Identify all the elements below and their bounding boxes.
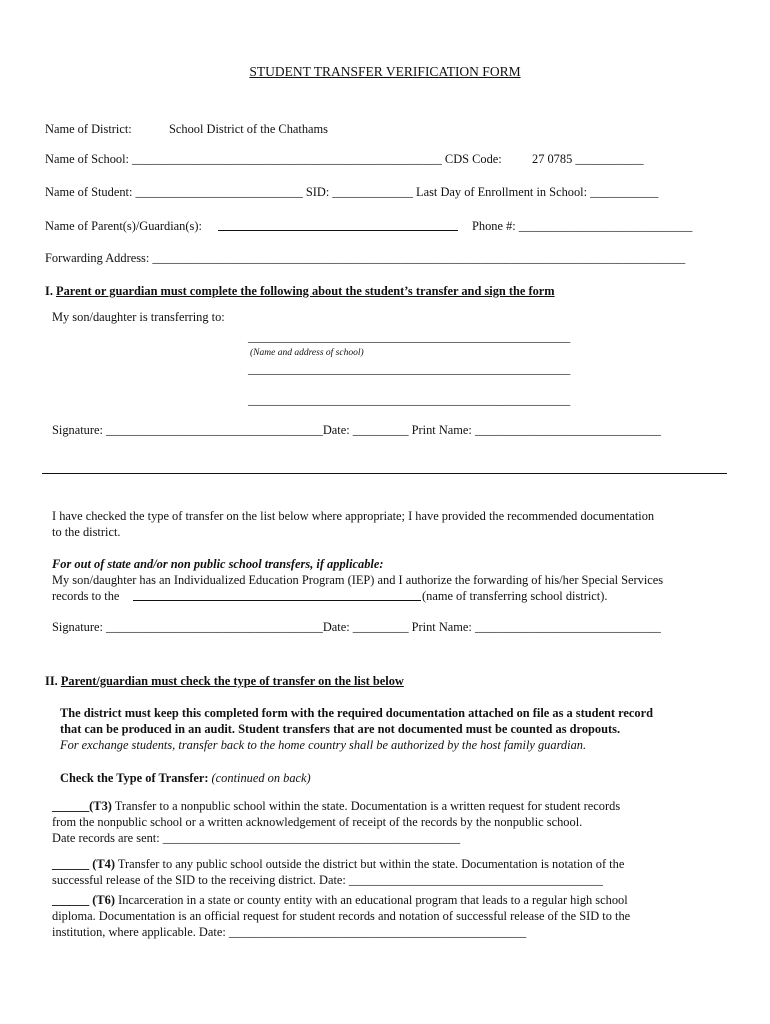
t4-text-1: Transfer to any public school outside the district but within the state. Documentation is notation of the — [115, 857, 625, 871]
section-1-heading-text: Parent or guardian must complete the following about the student’s transfer and sign the form — [56, 284, 555, 298]
t6-text-1: Incarceration in a state or county entity with an educational program that leads to a regular high school — [115, 893, 628, 907]
student-field-line[interactable]: Name of Student: ___________________________ SID: _____________ Last Day of Enrollment in School: ___________ — [45, 185, 659, 199]
parent-label: Name of Parent(s)/Guardian(s): — [45, 219, 202, 233]
t3-text-2: from the nonpublic school or a written acknowledgement of receipt of the records by the nonpublic school. — [52, 815, 583, 829]
parent-field-line[interactable] — [218, 230, 458, 231]
t3-code: (T3) — [89, 799, 112, 813]
district-name-line[interactable] — [133, 600, 421, 601]
section-1-number: I. — [45, 284, 57, 298]
t4-date-line[interactable]: successful release of the SID to the receiving district. Date: _________________________________________ — [52, 873, 603, 887]
school-caption: (Name and address of school) — [250, 348, 364, 358]
t3-text-1: Transfer to a nonpublic school within the state. Documentation is a written request for student records — [111, 799, 621, 813]
new-school-line-3[interactable]: ____________________________________________________ — [248, 393, 571, 407]
section-1-heading — [45, 284, 555, 299]
transferring-to-label: My son/daughter is transferring to: — [52, 310, 225, 324]
t6-date-line[interactable]: institution, where applicable. Date: ________________________________________________ — [52, 925, 527, 939]
school-field[interactable]: Name of School: __________________________________________________ CDS Code: — [45, 152, 502, 166]
t3-checkbox-blank[interactable]: ______ — [52, 799, 90, 813]
section-2-heading-text: Parent/guardian must check the type of transfer on the list below — [60, 674, 404, 688]
checked-statement-1: I have checked the type of transfer on the list below where appropriate; I have provided the recommended documentation — [52, 509, 655, 523]
signature-line-1[interactable]: Signature: ___________________________________Date: _________ Print Name: ______________________________ — [52, 423, 661, 437]
t6-text-2: diploma. Documentation is an official request for student records and notation of successful release of the SID to the — [52, 909, 631, 923]
new-school-line-2[interactable]: ____________________________________________________ — [248, 362, 571, 376]
checked-statement-2: to the district. — [52, 525, 121, 539]
check-type-label: Check the Type of Transfer: — [60, 771, 212, 785]
t4-checkbox-blank[interactable]: ______ — [52, 857, 93, 871]
signature-line-2[interactable]: Signature: ___________________________________Date: _________ Print Name: ______________________________ — [52, 620, 661, 634]
section-divider — [42, 473, 727, 474]
iep-statement-1: My son/daughter has an Individualized Education Program (IEP) and I authorize the forwarding of his/her Special Services — [52, 573, 664, 587]
iep-records-suffix: (name of transferring school district). — [422, 589, 608, 603]
district-label: Name of District: — [45, 122, 132, 136]
t3-option — [52, 799, 620, 814]
form-title: STUDENT TRANSFER VERIFICATION FORM — [249, 64, 521, 79]
audit-notice-1: The district must keep this completed form with the required documentation attached on file as a student record — [60, 706, 653, 720]
district-value: School District of the Chathams — [169, 122, 328, 136]
t6-checkbox-blank[interactable]: ______ — [52, 893, 93, 907]
check-type-note: (continued on back) — [211, 771, 311, 785]
t3-date-line[interactable]: Date records are sent: ________________________________________________ — [52, 831, 461, 845]
cds-code-value[interactable]: 27 0785 ___________ — [532, 152, 644, 166]
out-of-state-heading: For out of state and/or non public school transfers, if applicable: — [52, 557, 384, 571]
section-2-heading — [45, 674, 404, 689]
t4-option — [52, 857, 624, 872]
t4-code: (T4) — [92, 857, 115, 871]
exchange-note: For exchange students, transfer back to the home country shall be authorized by the host family guardian. — [60, 738, 587, 752]
forwarding-address-line[interactable]: Forwarding Address: ______________________________________________________________________________________ — [45, 251, 686, 265]
section-2-number: II. — [45, 674, 61, 688]
phone-field-line[interactable]: Phone #: ____________________________ — [472, 219, 693, 233]
iep-records-label: records to the — [52, 589, 120, 603]
new-school-line-1[interactable]: ____________________________________________________ — [248, 330, 571, 344]
check-type-heading — [60, 771, 311, 786]
audit-notice-2: that can be produced in an audit. Student transfers that are not documented must be counted as dropouts. — [60, 722, 621, 736]
t6-option — [52, 893, 628, 908]
t6-code: (T6) — [92, 893, 115, 907]
